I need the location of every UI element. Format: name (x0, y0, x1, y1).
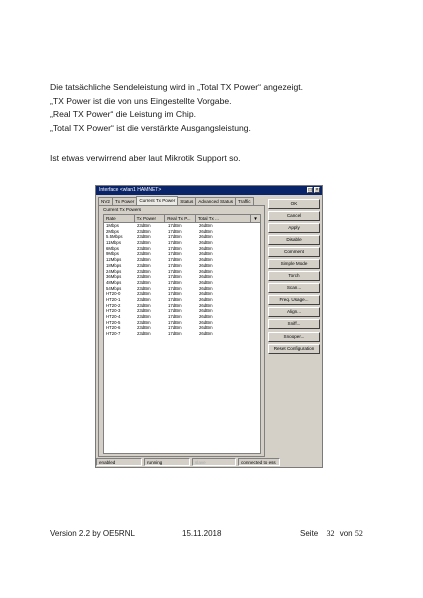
total-tx-power-cell: 26dBm (199, 245, 213, 251)
total-tx-power-cell: 26dBm (199, 285, 213, 291)
page-of-label: von (339, 529, 353, 538)
rate-cell: HT20-3 (106, 308, 121, 314)
rate-cell: 54Mbps (106, 285, 122, 291)
tx-power-cell: 23dBm (137, 302, 151, 308)
snooper-button[interactable]: Snooper... (268, 332, 320, 342)
ok-button[interactable]: OK (268, 199, 320, 209)
tx-power-table (103, 214, 261, 454)
group-label: Current Tx Powers (103, 207, 142, 212)
real-tx-power-cell: 17dBm (168, 274, 182, 280)
status-enabled: enabled (96, 458, 142, 466)
reset-configuration-button[interactable]: Reset Configuration (268, 344, 320, 354)
rate-cell: 2Mbps (106, 228, 119, 234)
status-slave: slave (192, 458, 236, 466)
real-tx-power-cell: 17dBm (168, 245, 182, 251)
tx-power-cell: 23dBm (137, 251, 151, 257)
real-tx-power-cell: 17dBm (168, 223, 182, 228)
column-menu-icon[interactable]: ▼ (253, 216, 258, 221)
tx-power-cell: 23dBm (137, 223, 151, 228)
rate-cell: HT20-7 (106, 331, 121, 337)
interface-window (95, 185, 323, 468)
tx-power-cell: 23dBm (137, 228, 151, 234)
tx-power-cell: 23dBm (137, 296, 151, 302)
rate-cell: 18Mbps (106, 262, 122, 268)
total-tx-power-cell: 26dBm (199, 228, 213, 234)
real-tx-power-cell: 17dBm (168, 257, 182, 263)
rate-cell: 24Mbps (106, 268, 122, 274)
page-total: 52 (354, 529, 363, 538)
column-header-total-tx-power[interactable]: Total Tx ... (196, 215, 251, 222)
tx-power-cell: 23dBm (137, 234, 151, 240)
torch-button[interactable]: Torch (268, 271, 320, 281)
simple-mode-button[interactable]: Simple Mode (268, 259, 320, 269)
footer-version: Version 2.2 by OE5RNL (50, 529, 135, 538)
total-tx-power-cell: 26dBm (199, 257, 213, 263)
rate-cell: 11Mbps (106, 240, 121, 246)
tx-power-cell: 23dBm (137, 240, 151, 246)
rate-cell: 5.5Mbps (106, 234, 123, 240)
tx-power-cell: 23dBm (137, 331, 151, 337)
total-tx-power-cell: 26dBm (199, 331, 213, 337)
status-bar (96, 458, 322, 467)
maximize-icon[interactable]: □ (308, 187, 312, 193)
text-line: „TX Power ist die von uns Eingestellte Vorgabe. (50, 95, 232, 106)
real-tx-power-cell: 17dBm (168, 319, 182, 325)
tx-power-cell: 23dBm (137, 325, 151, 331)
rate-cell: 36Mbps (106, 274, 122, 280)
real-tx-power-cell: 17dBm (168, 314, 182, 319)
tx-power-cell: 23dBm (137, 262, 151, 268)
total-tx-power-cell: 26dBm (199, 319, 213, 325)
total-tx-power-cell: 26dBm (199, 223, 213, 228)
rate-cell: HT20-4 (106, 314, 121, 319)
note-paragraph: Ist etwas verwirrend aber laut Mikrotik Support so. (50, 153, 241, 163)
total-tx-power-cell: 26dBm (199, 262, 213, 268)
real-tx-power-cell: 17dBm (168, 308, 182, 314)
disable-button[interactable]: Disable (268, 235, 320, 245)
text-line: „Real TX Power“ die Leistung im Chip. (50, 109, 196, 119)
rate-cell: HT20-2 (106, 302, 121, 308)
table-header (104, 215, 260, 223)
column-header-rate[interactable]: Rate (104, 215, 135, 222)
column-header-tx-power[interactable]: Tx Power (135, 215, 166, 222)
tab-current-tx-power[interactable]: Current Tx Power (136, 196, 178, 205)
rate-cell: HT20-5 (106, 319, 121, 325)
real-tx-power-cell: 17dBm (168, 331, 182, 337)
cancel-button[interactable]: Cancel (268, 211, 320, 221)
total-tx-power-cell: 26dBm (199, 302, 213, 308)
real-tx-power-cell: 17dBm (168, 291, 182, 297)
real-tx-power-cell: 17dBm (168, 296, 182, 302)
tab-traffic[interactable]: Traffic (235, 197, 254, 205)
real-tx-power-cell: 17dBm (168, 234, 182, 240)
real-tx-power-cell: 17dBm (168, 279, 182, 285)
tab-nv2[interactable]: NV2 (98, 197, 113, 205)
total-tx-power-cell: 26dBm (199, 274, 213, 280)
status-running: running (144, 458, 190, 466)
total-tx-power-cell: 26dBm (199, 234, 213, 240)
freq-usage-button[interactable]: Freq. Usage... (268, 295, 320, 305)
total-tx-power-cell: 26dBm (199, 314, 213, 319)
footer-page-number (300, 529, 363, 538)
close-icon[interactable]: × (315, 187, 319, 193)
tx-power-cell: 23dBm (137, 274, 151, 280)
tx-power-cell: 23dBm (137, 268, 151, 274)
total-tx-power-cell: 26dBm (199, 251, 213, 257)
real-tx-power-cell: 17dBm (168, 302, 182, 308)
real-tx-power-cell: 17dBm (168, 240, 182, 246)
tab-advanced-status[interactable]: Advanced Status (195, 197, 236, 205)
tx-power-cell: 23dBm (137, 291, 151, 297)
sniff-button[interactable]: Sniff... (268, 319, 320, 329)
column-header-real-tx-power[interactable]: Real Tx P... (165, 215, 196, 222)
total-tx-power-cell: 26dBm (199, 296, 213, 302)
page-label: Seite (300, 529, 319, 538)
table-row[interactable] (104, 331, 260, 337)
comment-button[interactable]: Comment (268, 247, 320, 257)
tx-power-cell: 23dBm (137, 308, 151, 314)
page-current: 32 (326, 529, 335, 538)
intro-paragraph (50, 81, 303, 135)
scan-button[interactable]: Scan... (268, 283, 320, 293)
rate-cell: HT20-6 (106, 325, 121, 331)
total-tx-power-cell: 26dBm (199, 308, 213, 314)
text-line: „Total TX Power“ ist die verstärkte Ausgangsleistung. (50, 122, 251, 133)
tab-tx-power[interactable]: Tx Power (112, 197, 137, 205)
tx-power-cell: 23dBm (137, 245, 151, 251)
tab-status[interactable]: Status (177, 197, 196, 205)
align-button[interactable]: Align... (268, 307, 320, 317)
status-connection: connected to ess (238, 458, 280, 466)
tx-power-cell: 23dBm (137, 314, 151, 319)
tx-power-cell: 23dBm (137, 319, 151, 325)
total-tx-power-cell: 26dBm (199, 279, 213, 285)
apply-button[interactable]: Apply (268, 223, 320, 233)
total-tx-power-cell: 26dBm (199, 268, 213, 274)
real-tx-power-cell: 17dBm (168, 251, 182, 257)
rate-cell: HT20-0 (106, 291, 121, 297)
rate-cell: 1Mbps (106, 223, 119, 228)
rate-cell: HT20-1 (106, 296, 121, 302)
text-line: Die tatsächliche Sendeleistung wird in „Total TX Power“ angezeigt. (50, 82, 304, 92)
real-tx-power-cell: 17dBm (168, 228, 182, 234)
window-titlebar[interactable] (96, 186, 322, 195)
total-tx-power-cell: 26dBm (199, 291, 213, 297)
button-column (268, 199, 320, 356)
real-tx-power-cell: 17dBm (168, 325, 182, 331)
real-tx-power-cell: 17dBm (168, 285, 182, 291)
window-title: Interface <wlan1 HAMNET> (99, 187, 162, 193)
tab-panel (98, 205, 265, 457)
total-tx-power-cell: 26dBm (199, 240, 213, 246)
table-body (104, 223, 260, 337)
real-tx-power-cell: 17dBm (168, 268, 182, 274)
footer-date: 15.11.2018 (182, 529, 222, 538)
rate-cell: 9Mbps (106, 251, 119, 257)
tx-power-cell: 23dBm (137, 279, 151, 285)
tx-power-cell: 23dBm (137, 285, 151, 291)
rate-cell: 12Mbps (106, 257, 122, 263)
real-tx-power-cell: 17dBm (168, 262, 182, 268)
rate-cell: 6Mbps (106, 245, 119, 251)
rate-cell: 48Mbps (106, 279, 122, 285)
tx-power-cell: 23dBm (137, 257, 151, 263)
total-tx-power-cell: 26dBm (199, 325, 213, 331)
